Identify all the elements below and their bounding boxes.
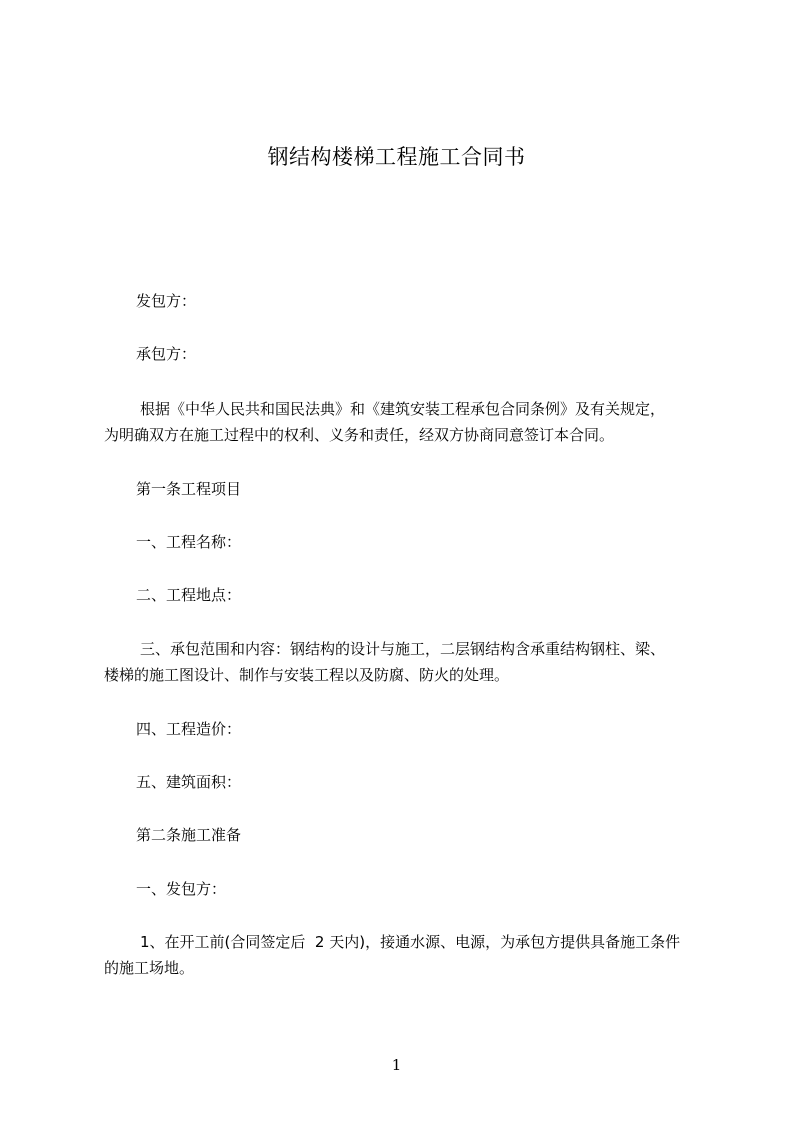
employer-label: 发包方： — [136, 292, 197, 310]
project-name-label: 一、工程名称： — [136, 533, 242, 551]
contractor-line — [104, 341, 720, 367]
document-title: 钢结构楼梯工程施工合同书 — [267, 145, 526, 169]
employer-duties-heading — [104, 876, 720, 902]
article-1-text: 第一条工程项目 — [136, 480, 242, 498]
project-name-line — [104, 529, 720, 555]
scope-line-2: 楼梯的施工图设计、制作与安装工程以及防腐、防火的处理。 — [104, 666, 510, 684]
preamble-line-1: 根据《中华人民共和国民法典》和《建筑安装工程承包合同条例》及有关规定， — [140, 400, 666, 418]
project-location-label: 二、工程地点： — [136, 586, 242, 604]
project-cost-label: 四、工程造价： — [136, 720, 242, 738]
project-cost-line — [104, 716, 720, 742]
duty-1-paragraph — [104, 929, 720, 981]
preamble-line-2: 为明确双方在施工过程中的权利、义务和责任，经双方协商同意签订本合同。 — [104, 426, 615, 444]
article-2-text: 第二条施工准备 — [136, 826, 242, 844]
employer-duties-text: 一、发包方： — [136, 880, 227, 898]
building-area-line — [104, 769, 720, 795]
employer-line — [104, 288, 720, 314]
article-1-heading — [104, 476, 720, 502]
contractor-label: 承包方： — [136, 345, 197, 363]
duty-1-line-2: 的施工场地。 — [104, 959, 195, 977]
scope-paragraph — [104, 636, 720, 688]
project-location-line — [104, 582, 720, 608]
scope-line-1: 三、承包范围和内容：钢结构的设计与施工，二层钢结构含承重结构钢柱、梁、 — [140, 640, 666, 658]
building-area-label: 五、建筑面积： — [136, 773, 242, 791]
page-number: 1 — [391, 1056, 402, 1074]
preamble-paragraph — [104, 396, 720, 448]
duty-1-line-1: 1、在开工前(合同签定后 2 天内)，接通水源、电源，为承包方提供具备施工条件 — [140, 933, 681, 951]
article-2-heading — [104, 822, 720, 848]
